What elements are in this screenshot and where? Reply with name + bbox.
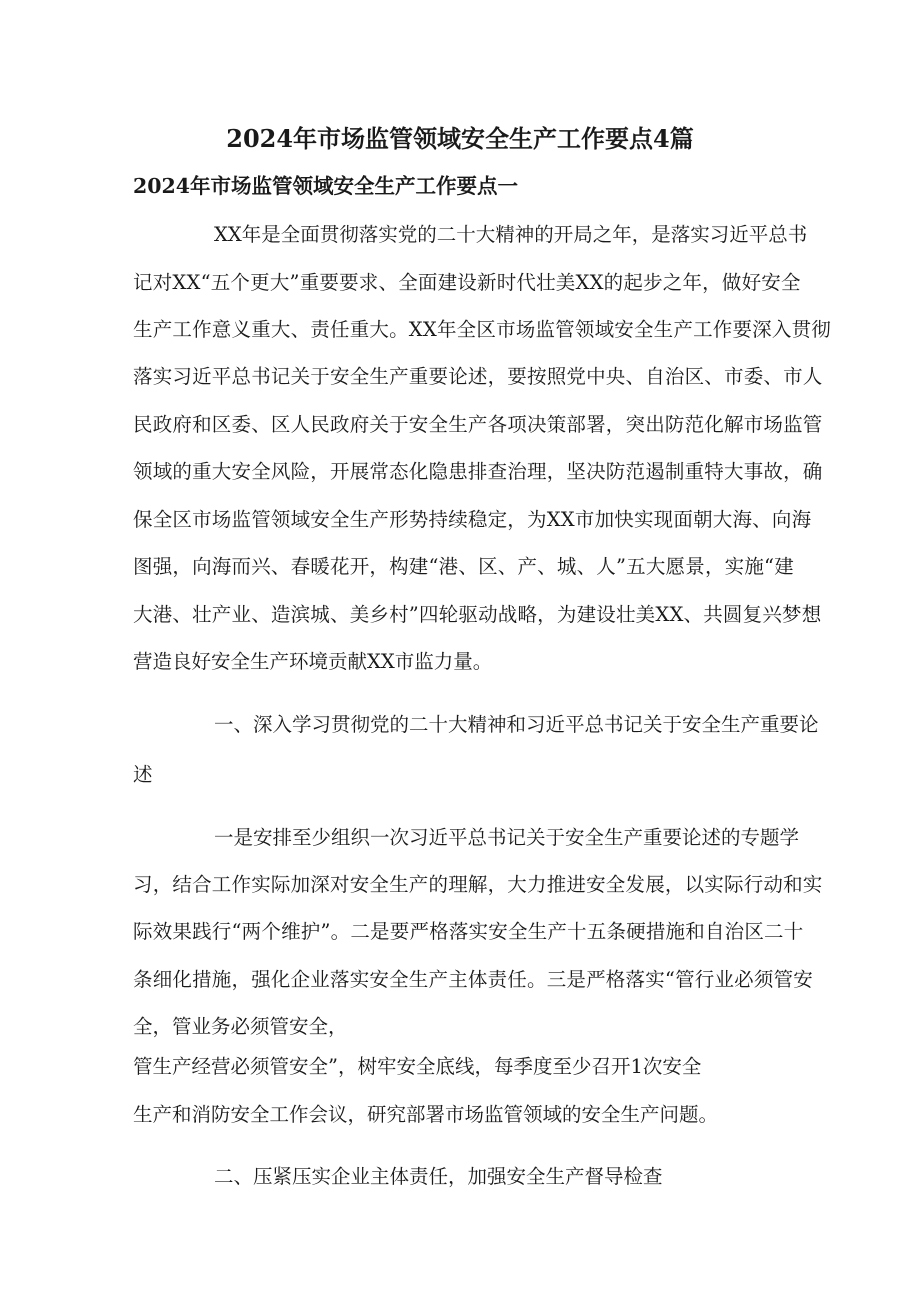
section1-line: 全，管业务必须管安全， bbox=[133, 1015, 348, 1038]
intro-line: XX年是全面贯彻落实党的二十大精神的开局之年，是落实习近平总书 bbox=[214, 223, 808, 246]
intro-line: 营造良好安全生产环境贡献XX市监力量。 bbox=[133, 650, 493, 673]
section1-line: 习，结合工作实际加深对安全生产的理解，大力推进安全发展，以实际行动和实 bbox=[133, 873, 823, 896]
section1-line: 管生产经营必须管安全”，树牢安全底线，每季度至少召开1次安全 bbox=[133, 1055, 702, 1078]
document-subtitle: 2024年市场监管领域安全生产工作要点一 bbox=[133, 174, 519, 198]
section1-heading: 述 bbox=[133, 763, 153, 786]
intro-line: 生产工作意义重大、责任重大。XX年全区市场监管领域安全生产工作要深入贯彻 bbox=[133, 318, 831, 341]
intro-line: 落实习近平总书记关于安全生产重要论述，要按照党中央、自治区、市委、市人 bbox=[133, 365, 823, 388]
section1-line: 条细化措施，强化企业落实安全生产主体责任。三是严格落实“管行业必须管安 bbox=[133, 968, 813, 991]
section1-line: 际效果践行“两个维护”。二是要严格落实安全生产十五条硬措施和自治区二十 bbox=[133, 920, 804, 943]
intro-line: 大港、壮产业、造滨城、美乡村”四轮驱动战略，为建设壮美XX、共圆复兴梦想 bbox=[133, 603, 822, 626]
document-title: 2024年市场监管领域安全生产工作要点4篇 bbox=[226, 124, 694, 153]
intro-line: 保全区市场监管领域安全生产形势持续稳定，为XX市加快实现面朝大海、向海 bbox=[133, 508, 812, 531]
intro-line: 民政府和区委、区人民政府关于安全生产各项决策部署，突出防范化解市场监管 bbox=[133, 413, 823, 436]
intro-line: 领域的重大安全风险，开展常态化隐患排查治理，坚决防范遏制重特大事故，确 bbox=[133, 460, 823, 483]
intro-line: 图强，向海而兴、春暖花开，构建“港、区、产、城、人”五大愿景，实施“建 bbox=[133, 555, 794, 578]
section1-line: 生产和消防安全工作会议，研究部署市场监管领域的安全生产问题。 bbox=[133, 1103, 719, 1126]
section1-heading: 一、深入学习贯彻党的二十大精神和习近平总书记关于安全生产重要论 bbox=[214, 713, 819, 736]
section2-heading: 二、压紧压实企业主体责任，加强安全生产督导检查 bbox=[214, 1165, 663, 1188]
section1-line: 一是安排至少组织一次习近平总书记关于安全生产重要论述的专题学 bbox=[214, 826, 800, 849]
intro-line: 记对XX“五个更大”重要要求、全面建设新时代壮美XX的起步之年，做好安全 bbox=[133, 271, 801, 294]
